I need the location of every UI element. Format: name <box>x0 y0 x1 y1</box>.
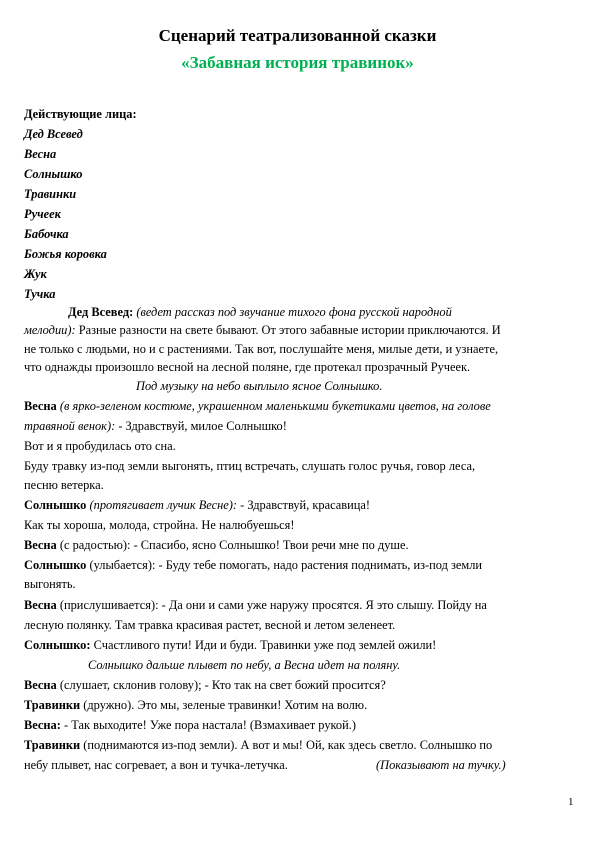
paragraph-line <box>24 697 367 713</box>
speech-text: (улыбается): - Буду тебе помогать, надо растения поднимать, из-под земли <box>89 558 483 572</box>
stage-direction: травяной венок): <box>24 419 116 433</box>
cast-item: Тучка <box>24 287 56 301</box>
paragraph-line: песню ветерка. <box>24 478 104 492</box>
speech-text: (с радостью): - Спасибо, ясно Солнышко! Твои речи мне по душе. <box>59 538 409 552</box>
speaker-name: Солнышко <box>24 498 87 512</box>
speech-text: - Здравствуй, милое Солнышко! <box>118 419 287 433</box>
cast-item: Божья коровка <box>24 247 107 261</box>
paragraph-line: что однажды произошло весной на лесной поляне, где протекал прозрачный Ручеек. <box>24 360 471 374</box>
paragraph-line <box>24 398 491 414</box>
stage-direction: мелодии): <box>24 323 76 337</box>
speaker-name: Весна <box>24 538 57 552</box>
cast-item: Весна <box>24 147 57 161</box>
paragraph-line: Буду травку из-под земли выгонять, птиц встречать, слушать голос ручья, говор леса, <box>24 459 476 473</box>
speaker-name: Травинки <box>24 738 81 752</box>
stage-direction: (протягивает лучик Весне): <box>89 498 238 512</box>
speech-text: (поднимаются из-под земли). А вот и мы! Ой, как здесь светло. Солнышко по <box>83 738 493 752</box>
stage-direction: (в ярко-зеленом костюме, украшенном маленькими букетиками цветов, на голове <box>59 399 491 413</box>
speaker-name: Весна: <box>24 718 61 732</box>
cast-item: Дед Всевед <box>24 127 83 141</box>
cast-item: Травинки <box>24 187 77 201</box>
paragraph-line <box>24 537 409 553</box>
speech-text: (слушает, склонив голову); - Кто так на свет божий просится? <box>59 678 386 692</box>
speech-text: - Здравствуй, красавица! <box>240 498 370 512</box>
cast-item: Жук <box>24 267 47 281</box>
paragraph-line: Как ты хороша, молода, стройна. Не налюбуешься! <box>24 518 295 532</box>
document-title: Сценарий театрализованной сказки <box>158 26 437 45</box>
stage-direction: Солнышко дальше плывет по небу, а Весна идет на поляну. <box>88 658 401 672</box>
speech-text: небу плывет, нас согревает, а вон и тучка-летучка. <box>24 758 288 772</box>
speaker-name: Солнышко <box>24 558 87 572</box>
paragraph-line <box>24 497 370 513</box>
paragraph-line <box>24 717 356 733</box>
cast-item: Бабочка <box>24 227 69 241</box>
speaker-name: Дед Всевед: <box>68 305 134 319</box>
speech-text: - Так выходите! Уже пора настала! (Взмахивает рукой.) <box>64 718 356 732</box>
paragraph-line <box>24 597 487 613</box>
speaker-name: Весна <box>24 598 57 612</box>
paragraph-line <box>24 557 482 573</box>
paragraph-line: не только с людьми, но и с растениями. Так вот, послушайте меня, милые дети, и узнаете, <box>24 342 499 356</box>
paragraph-line <box>24 677 386 693</box>
stage-direction: (ведет рассказ под звучание тихого фона русской народной <box>136 305 452 319</box>
paragraph-line: выгонять. <box>24 577 76 591</box>
paragraph-line: Вот и я пробудилась ото сна. <box>24 439 176 453</box>
paragraph-line <box>24 322 501 338</box>
speech-text: (прислушивается): - Да они и сами уже наружу просятся. Я это слышу. Пойду на <box>59 598 487 612</box>
paragraph-line <box>24 757 288 773</box>
speaker-name: Весна <box>24 399 57 413</box>
stage-direction: (Показывают на тучку.) <box>376 758 506 772</box>
cast-item: Солнышко <box>24 167 83 181</box>
document-subtitle: «Забавная история травинок» <box>181 53 414 72</box>
paragraph-line <box>24 418 287 434</box>
paragraph-line <box>68 304 452 320</box>
speech-text: Разные разности на свете бывают. От этого забавные истории приключаются. И <box>78 323 501 337</box>
speaker-name: Травинки <box>24 698 81 712</box>
page-number: 1 <box>568 796 574 808</box>
cast-item: Ручеек <box>24 207 61 221</box>
speaker-name: Весна <box>24 678 57 692</box>
speech-text: (дружно). Это мы, зеленые травинки! Хотим на волю. <box>83 698 368 712</box>
paragraph-line: лесную полянку. Там травка красивая растет, весной и летом зеленеет. <box>24 618 396 632</box>
stage-direction: Под музыку на небо выплыло ясное Солнышко. <box>136 379 383 393</box>
cast-heading: Действующие лица: <box>24 107 137 121</box>
speech-text: Счастливого пути! Иди и буди. Травинки уже под землей ожили! <box>93 638 437 652</box>
speaker-name: Солнышко: <box>24 638 91 652</box>
paragraph-line <box>24 737 492 753</box>
paragraph-line <box>24 637 436 653</box>
